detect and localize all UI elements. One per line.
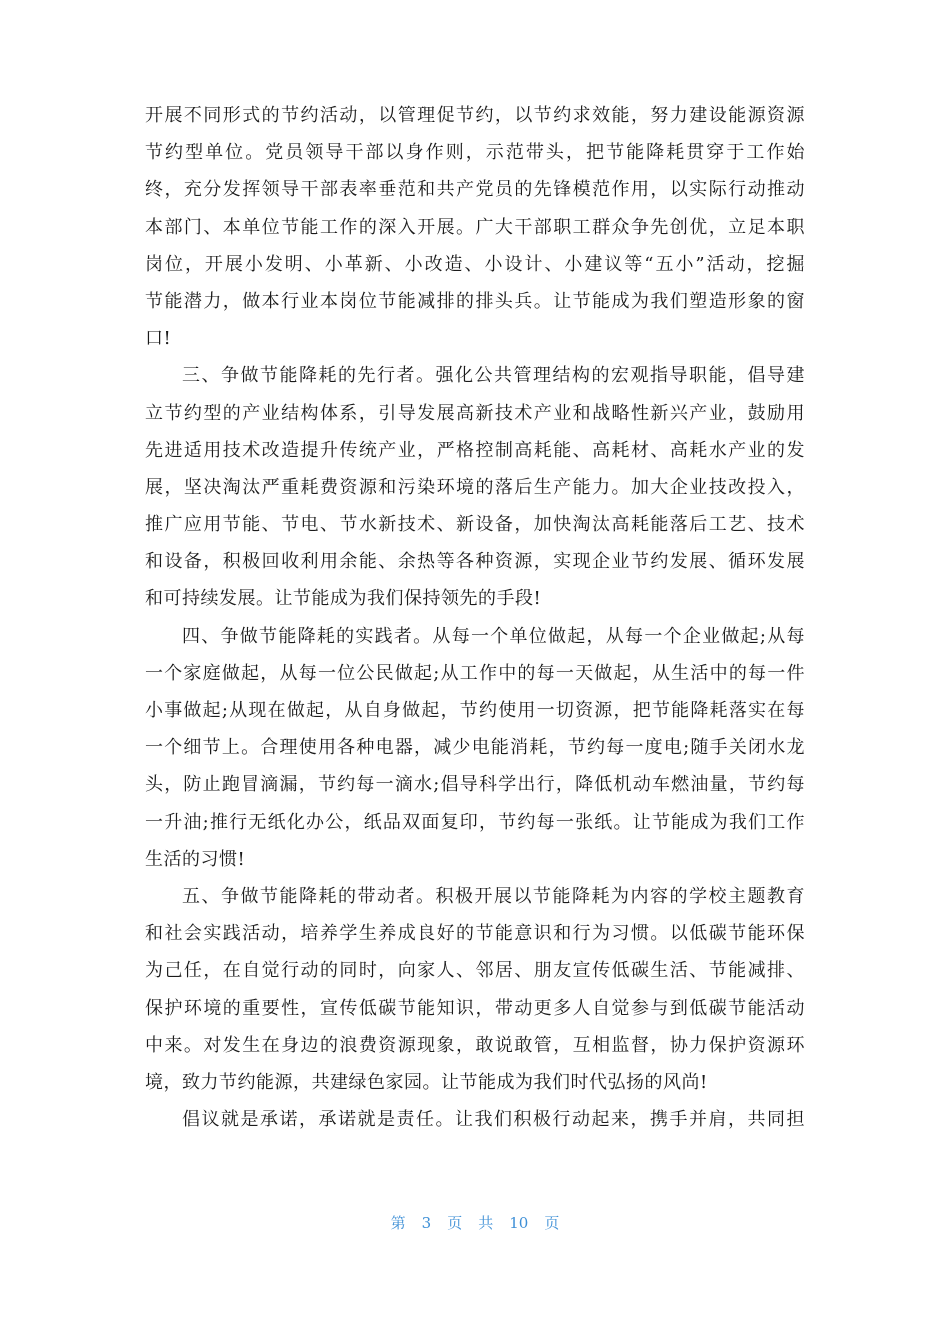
paragraph-four-start: 四、争做节能降耗的实践者。从每一个单位做起，从每一个企业做起;从每 xyxy=(182,625,805,647)
text-line: 中来。对发生在身边的浪费资源现象，敢说敢管，互相监督，协力保护资源环 xyxy=(145,1034,805,1056)
paragraph-three-start: 三、争做节能降耗的先行者。强化公共管理结构的宏观指导职能，倡导建 xyxy=(182,365,805,387)
text-line: 境，致力节约能源，共建绿色家园。让节能成为我们时代弘扬的风尚! xyxy=(145,1071,708,1093)
text-line: 立节约型的产业结构体系，引导发展高新技术产业和战略性新兴产业，鼓励用 xyxy=(145,402,805,424)
text-line: 一升油;推行无纸化办公，纸品双面复印，节约每一张纸。让节能成为我们工作 xyxy=(145,811,805,833)
text-line: 开展不同形式的节约活动，以管理促节约，以节约求效能，努力建设能源资源 xyxy=(145,105,805,126)
page-footer xyxy=(0,1212,950,1233)
current-page-number: 3 xyxy=(421,1214,432,1232)
text-line: 节能潜力，做本行业本岗位节能减排的排头兵。让节能成为我们塑造形象的窗 xyxy=(145,290,805,312)
document-body xyxy=(145,97,805,1138)
text-line: 为己任，在自觉行动的同时，向家人、邻居、朋友宣传低碳生活、节能减排、 xyxy=(145,960,805,982)
text-line: 终，充分发挥领导干部表率垂范和共产党员的先锋模范作用，以实际行动推动 xyxy=(145,179,805,201)
text-line: 和设备，积极回收利用余能、余热等各种资源，实现企业节约发展、循环发展 xyxy=(145,551,805,573)
footer-word-ye-end: 页 xyxy=(544,1214,560,1232)
paragraph-five-start: 五、争做节能降耗的带动者。积极开展以节能降耗为内容的学校主题教育 xyxy=(182,885,805,907)
text-line: 头，防止跑冒滴漏，节约每一滴水;倡导科学出行，降低机动车燃油量，节约每 xyxy=(145,774,805,796)
text-line: 一个细节上。合理使用各种电器，减少电能消耗，节约每一度电;随手关闭水龙 xyxy=(145,737,805,759)
text-line: 本部门、本单位节能工作的深入开展。广大干部职工群众争先创优，立足本职 xyxy=(145,216,805,238)
footer-word-di: 第 xyxy=(390,1214,406,1232)
text-line: 推广应用节能、节电、节水新技术、新设备，加快淘汰高耗能落后工艺、技术 xyxy=(145,514,805,536)
text-line: 小事做起;从现在做起，从自身做起，节约使用一切资源，把节能降耗落实在每 xyxy=(145,700,805,721)
text-line: 生活的习惯! xyxy=(145,848,246,870)
text-line: 口! xyxy=(145,328,172,350)
text-line: 岗位，开展小发明、小革新、小改造、小设计、小建议等“五小”活动，挖掘 xyxy=(145,253,805,275)
text-line: 和可持续发展。让节能成为我们保持领先的手段! xyxy=(145,588,542,610)
footer-word-gong: 共 xyxy=(478,1214,494,1232)
text-line: 展，坚决淘汰严重耗费资源和污染环境的落后生产能力。加大企业技改投入， xyxy=(145,476,805,498)
text-line: 节约型单位。党员领导干部以身作则，示范带头，把节能降耗贯穿于工作始 xyxy=(145,142,805,164)
text-line: 先进适用技术改造提升传统产业，严格控制高耗能、高耗材、高耗水产业的发 xyxy=(145,439,805,461)
text-line: 一个家庭做起，从每一位公民做起;从工作中的每一天做起，从生活中的每一件 xyxy=(145,662,805,684)
paragraph-closing-start: 倡议就是承诺，承诺就是责任。让我们积极行动起来，携手并肩，共同担 xyxy=(182,1109,805,1131)
total-page-count: 10 xyxy=(509,1214,529,1232)
text-line: 保护环境的重要性，宣传低碳节能知识，带动更多人自觉参与到低碳节能活动 xyxy=(145,997,805,1019)
footer-word-ye: 页 xyxy=(447,1214,463,1232)
text-line: 和社会实践活动，培养学生养成良好的节能意识和行为习惯。以低碳节能环保 xyxy=(145,923,805,945)
